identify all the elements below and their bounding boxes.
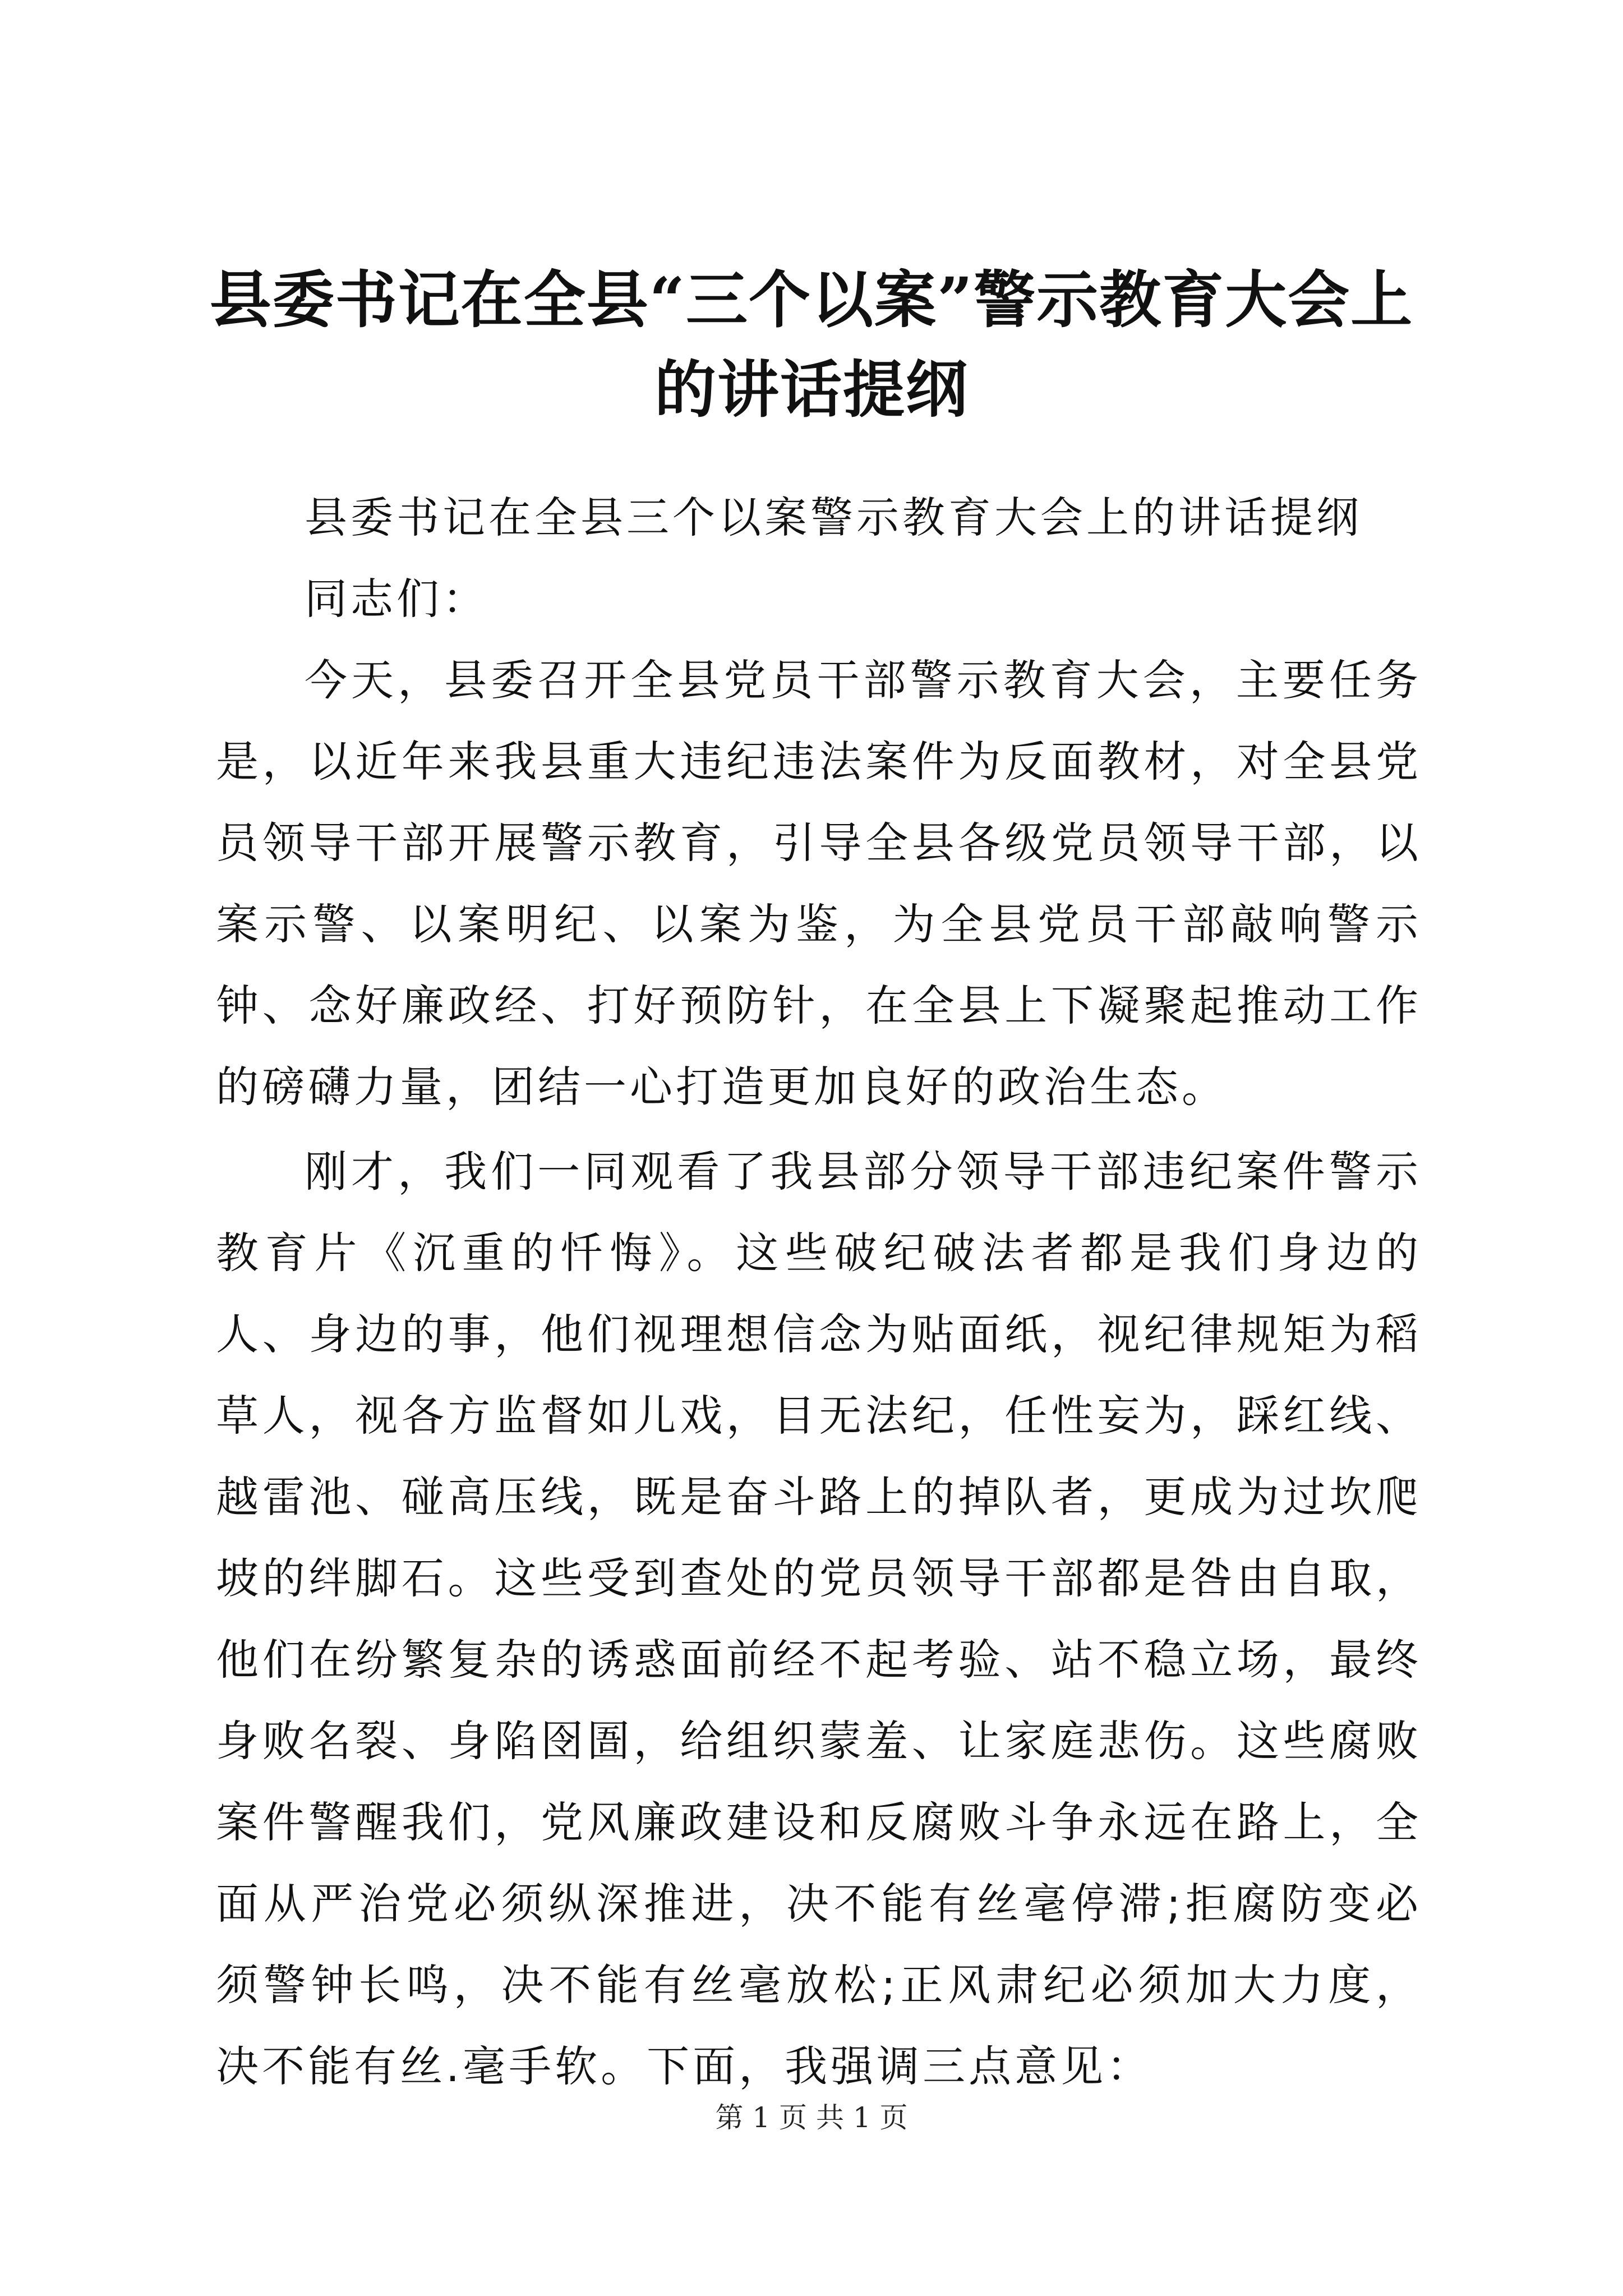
- document-subtitle: 县委书记在全县三个以案警示教育大会上的讲话提纲: [305, 493, 1362, 542]
- document-title: [191, 255, 1432, 435]
- title-line-1: 县委书记在全县“三个以案”警示教育大会上: [209, 264, 1414, 336]
- document-body: [216, 477, 1422, 2110]
- paragraph-intro: 今天，县委召开全县党员干部警示教育大会，主要任务是，以近年来我县重大违纪违法案件为反面教材，对全县党员领导干部开展警示教育，引导全县各级党员领导干部，以案示警、以案明纪、以案为鉴，为全县党员干部敲响警示钟、念好廉政经、打好预防针，在全县上下凝聚起推动工作的磅礴力量，团结一心打造更加良好的政治生态。: [216, 655, 1422, 1112]
- title-line-2: 的讲话提纲: [654, 353, 969, 426]
- page-footer: 第 1 页 共 1 页: [715, 2101, 908, 2134]
- salutation: 同志们：: [305, 574, 488, 624]
- paragraph-warning-film: 刚才，我们一同观看了我县部分领导干部违纪案件警示教育片《沉重的忏悔》。这些破纪破法者都是我们身边的人、身边的事，他们视理想信念为贴面纸，视纪律规矩为稻草人，视各方监督如儿戏，目无法纪，任性妄为，踩红线、越雷池、碰高压线，既是奋斗路上的掉队者，更成为过坎爬坡的绊脚石。这些受到查处的党员领导干部都是咎由自取，他们在纷繁复杂的诱惑面前经不起考验、站不稳立场，最终身败名裂、身陷囹圄，给组织蒙羞、让家庭悲伤。这些腐败案件警醒我们，党风廉政建设和反腐败斗争永远在路上，全面从严治党必须纵深推进，决不能有丝毫停滞;拒腐防变必须警钟长鸣，决不能有丝毫放松;正风肃纪必须加大力度，决不能有丝.毫手软。下面，我强调三点意见：: [216, 1147, 1422, 2091]
